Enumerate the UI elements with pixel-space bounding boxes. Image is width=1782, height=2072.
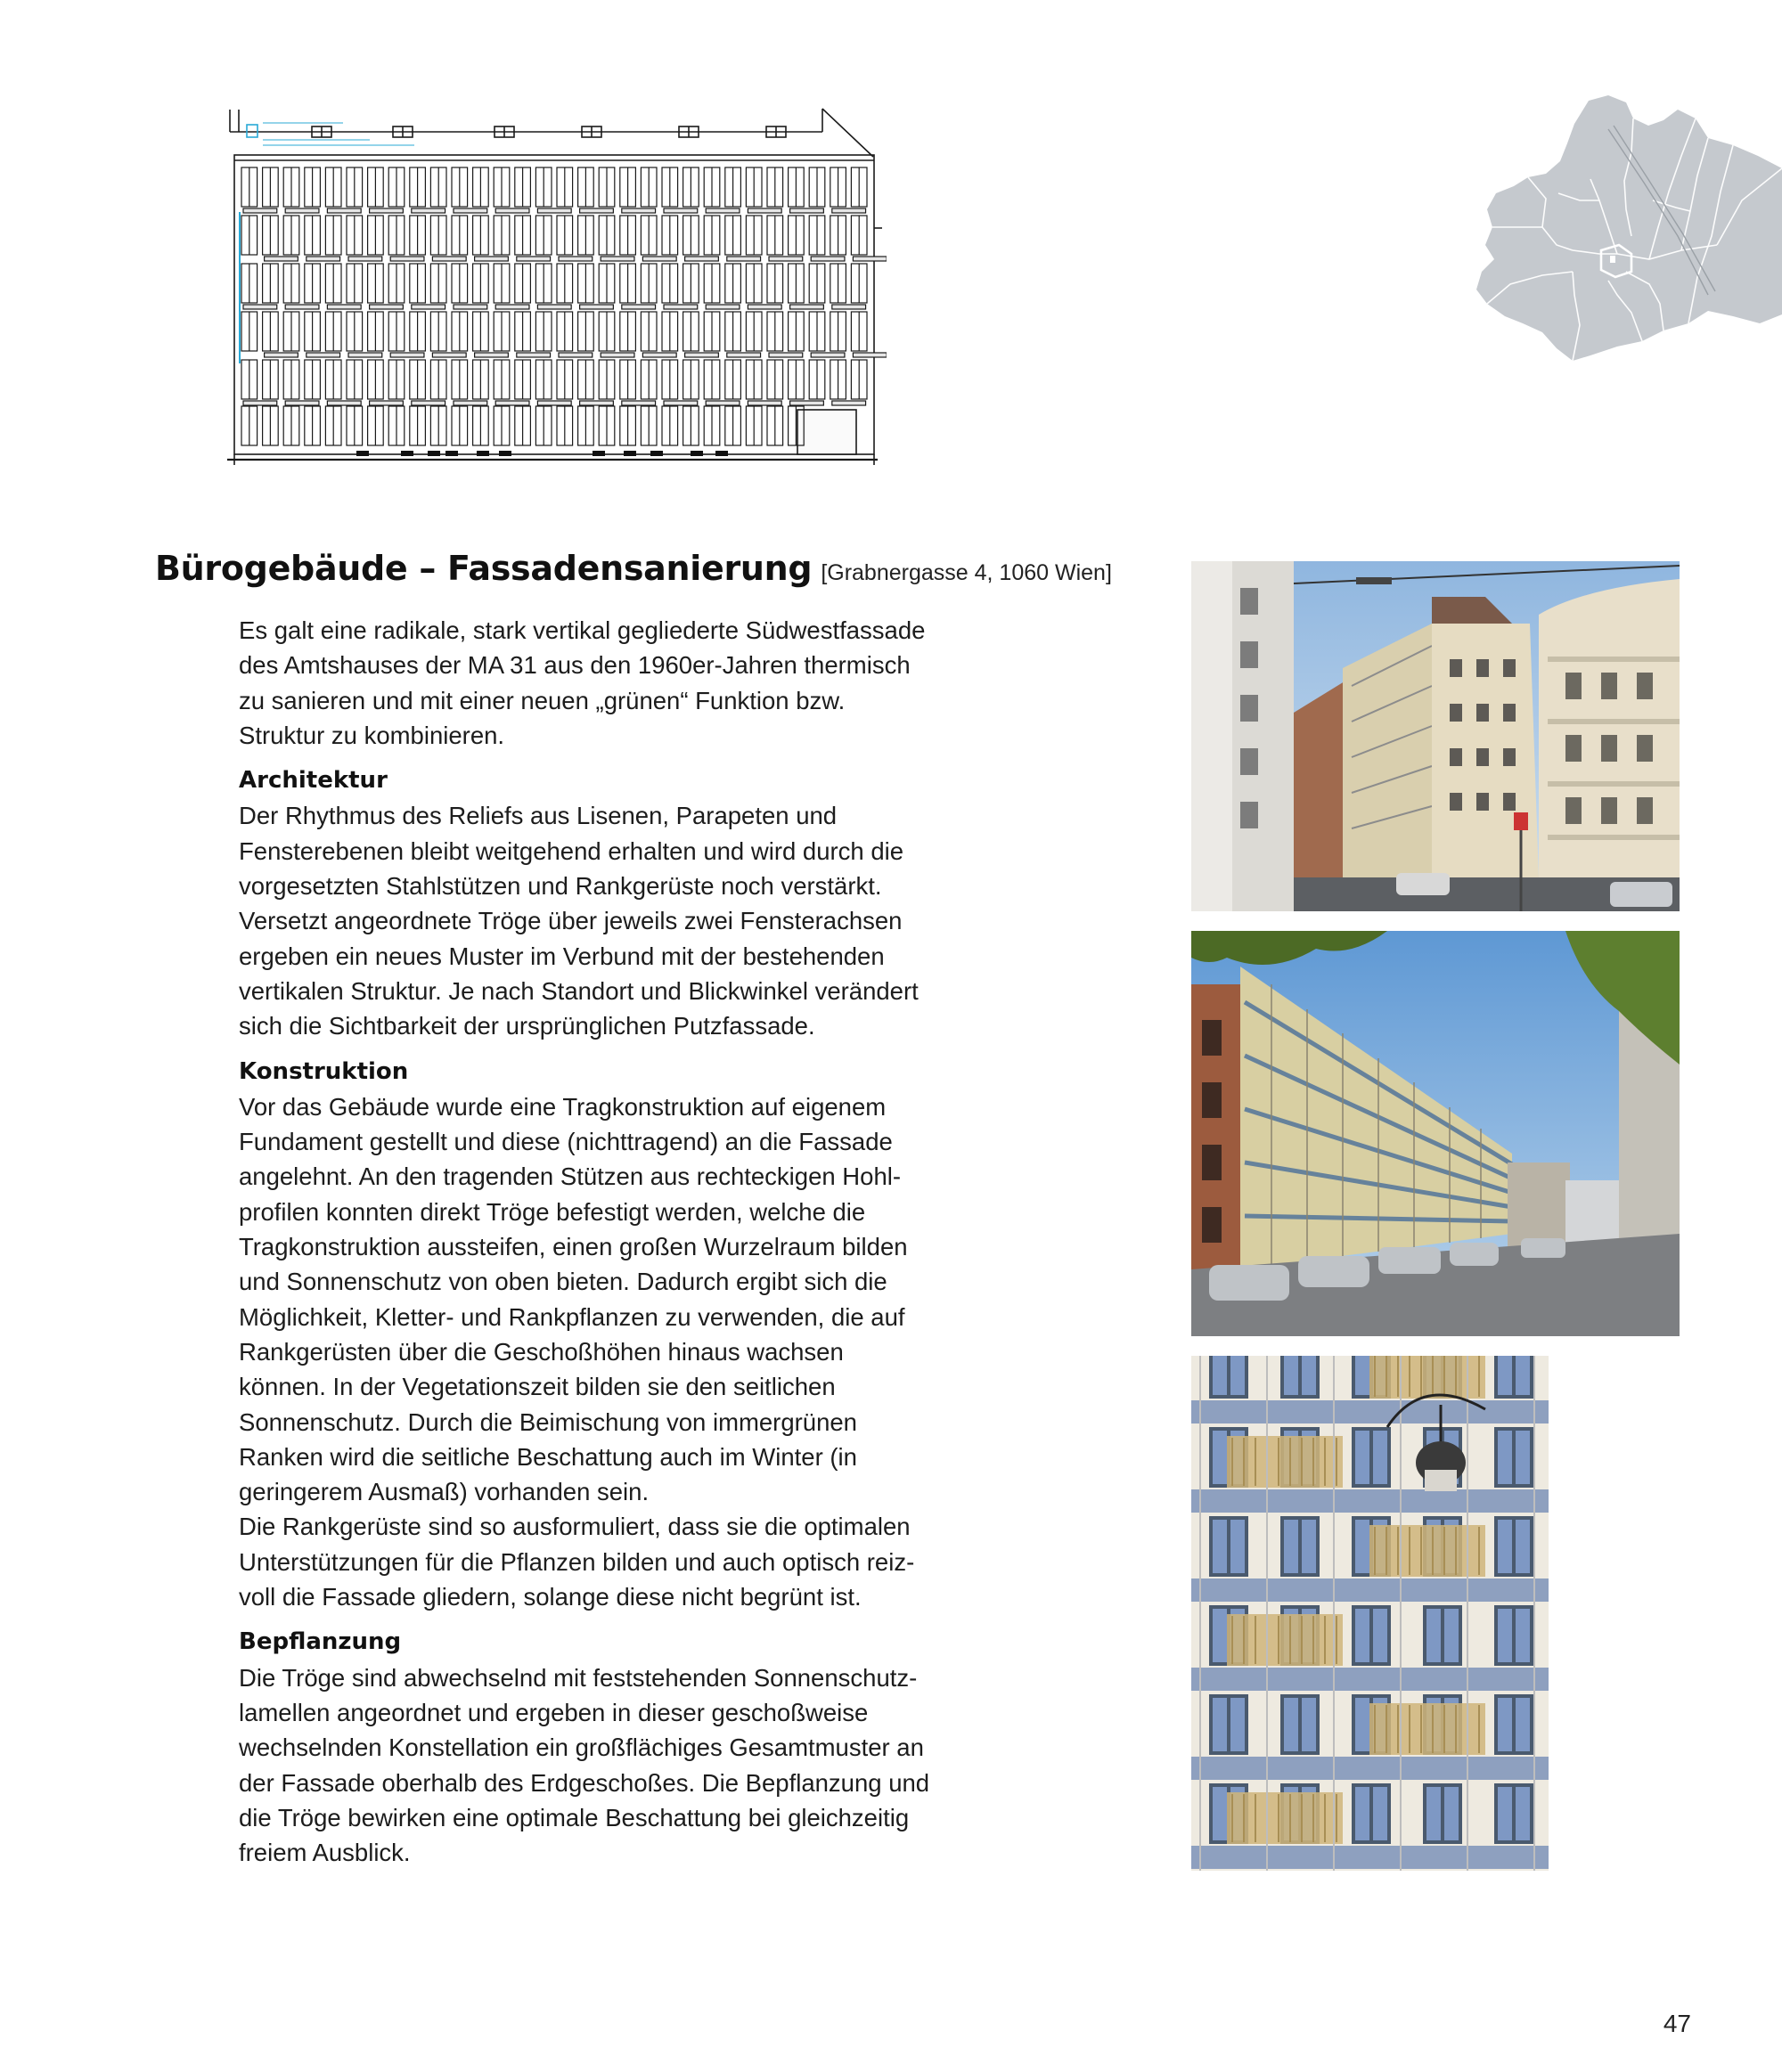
- section-paragraph: Vor das Gebäude wurde eine Tragkonstruktion auf eigenem Fundament gestellt und diese (nichttragend) an die Fassade angelehnt. An den tragenden Stützen aus rechteckigen Hohlprofilen konnten direkt Tröge befestigt werden, welche die Tragkonstruktion aussteifen, einen großen Wurzelraum bilden und Sonnenschutz von oben bieten. Dadurch ergibt sich die Möglichkeit, Kletter- und Rankpflanzen zu verwenden, die auf Rankgerüsten über die Geschoßhöhen hinaus wachsen können. In der Vegetationszeit bilden sie den seitlichen Sonnenschutz. Durch die Beimischung von immergrünen Ranken wird die seitliche Beschattung auch im Winter (in geringerem Ausmaß) vorhanden sein.: [239, 1092, 908, 1506]
- street-view-photo: [1191, 561, 1680, 911]
- heading-title: Bürogebäude – Fassadensanierung: [155, 549, 813, 588]
- page-heading: [155, 549, 1180, 602]
- section-paragraph: Der Rhythmus des Reliefs aus Lisenen, Parapeten und Fensterebenen bleibt weitgehend erhalten und wird durch die vorgesetzten Stahlstützen und Rankgerüste noch verstärkt. Versetzt angeordnete Tröge über jeweils zwei Fensterachsen ergeben ein neues Muster im Verbund mit der bestehenden vertikalen Struktur. Je nach Standort und Blickwinkel verändert sich die Sichtbarkeit der ursprünglichen Putzfassade.: [239, 802, 919, 1040]
- page-number: 47: [1663, 2010, 1691, 2037]
- section-paragraph: Die Tröge sind abwechselnd mit feststehenden Sonnenschutzlamellen angeordnet und ergeben in dieser geschoßweise wechselnden Konstellation ein großflächiges Gesamtmuster an der Fassade oberhalb des Erdgeschoßes. Die Bepflanzung und die Tröge bewirken eine optimale Beschattung bei gleichzeitig freiem Ausblick.: [239, 1663, 930, 1867]
- intro-paragraph: Es galt eine radikale, stark vertikal gegliederte Südwestfassade des Amtshauses der MA 31 aus den 1960er-Jahren thermisch zu sanieren und mit einer neuen „grünen“ Funktion bzw. Struktur zu kombinieren.: [239, 616, 926, 749]
- section-heading: Bepflanzung: [239, 1628, 402, 1656]
- article-body: [239, 613, 934, 1870]
- section-architektur: [239, 763, 934, 1043]
- section-bepflanzung: [239, 1625, 934, 1870]
- vienna-district-map: [1475, 94, 1782, 361]
- facade-perspective-photo: [1191, 931, 1680, 1336]
- section-heading: Architektur: [239, 767, 388, 795]
- heading-address: [Grabnergasse 4, 1060 Wien]: [821, 560, 1112, 585]
- facade-detail-photo: [1191, 1356, 1549, 1871]
- section-heading: Konstruktion: [239, 1057, 409, 1085]
- section-paragraph: Die Rankgerüste sind so ausformuliert, dass sie die optimalen Unterstützungen für die Pflanzen bilden und auch optisch reizvoll die Fassade gliedern, solange diese nicht begrünt ist.: [239, 1513, 915, 1611]
- section-konstruktion: [239, 1055, 934, 1615]
- facade-elevation-drawing: [227, 105, 887, 477]
